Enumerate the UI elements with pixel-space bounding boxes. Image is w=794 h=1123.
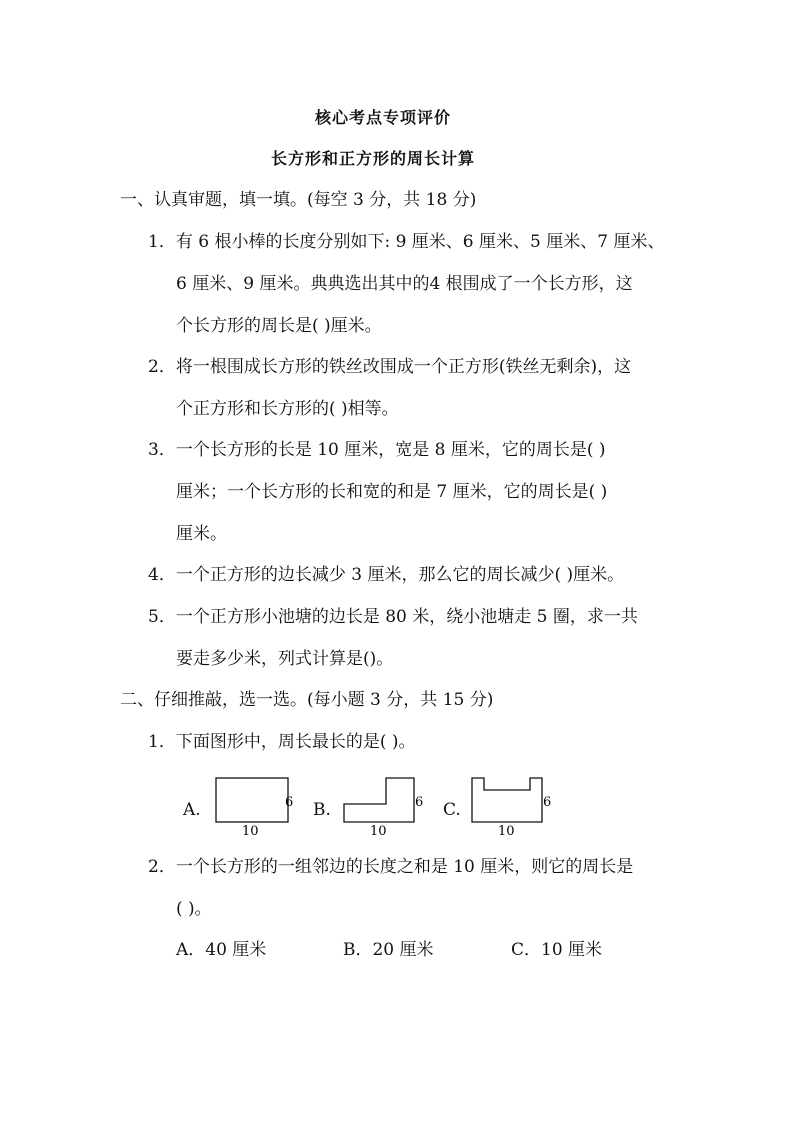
q1-line-1: 1．有 6 根小棒的长度分别如下: 9 厘米、6 厘米、5 厘米、7 厘米、 <box>148 232 665 252</box>
choice-a: A．40 厘米 <box>176 940 267 960</box>
q1-line-2: 6 厘米、9 厘米。典典选出其中的4 根围成了一个长方形，这 <box>176 274 633 294</box>
q5-line-2: 要走多少米，列式计算是()。 <box>176 649 394 669</box>
figure-c-height-label: 6 <box>543 795 552 810</box>
q3-line-1: 3．一个长方形的长是 10 厘米，宽是 8 厘米，它的周长是( ) <box>148 440 606 460</box>
figure-b-option-label: B. <box>313 800 331 820</box>
page-title: 核心考点专项评价 <box>315 108 452 127</box>
figure-a-rectangle <box>210 772 300 842</box>
figure-c-width-label: 10 <box>498 824 515 839</box>
q2-line-1: 2．将一根围成长方形的铁丝改围成一个正方形(铁丝无剩余)，这 <box>148 357 632 377</box>
choice-b: B．20 厘米 <box>343 940 434 960</box>
section-1-header: 一、认真审题，填一填。(每空 3 分，共 18 分) <box>120 190 477 210</box>
figure-c-option-label: C. <box>443 800 461 820</box>
figure-a-height-label: 6 <box>285 795 294 810</box>
q1-line-3: 个长方形的周长是( )厘米。 <box>176 316 382 336</box>
q2-line-2: 个正方形和长方形的( )相等。 <box>176 399 399 419</box>
s2-q1-line: 1．下面图形中，周长最长的是( )。 <box>148 732 416 752</box>
choice-c: C．10 厘米 <box>511 940 603 960</box>
q5-line-1: 5．一个正方形小池塘的边长是 80 米，绕小池塘走 5 圈，求一共 <box>148 607 638 627</box>
figure-b-width-label: 10 <box>370 824 387 839</box>
figure-b-height-label: 6 <box>415 795 424 810</box>
figure-a-option-label: A. <box>183 800 201 820</box>
section-2-header: 二、仔细推敲，选一选。(每小题 3 分，共 15 分) <box>120 690 494 710</box>
page-subtitle: 长方形和正方形的周长计算 <box>271 149 476 168</box>
q3-line-3: 厘米。 <box>176 524 227 544</box>
figure-a-width-label: 10 <box>242 824 259 839</box>
s2-q2-line-1: 2．一个长方形的一组邻边的长度之和是 10 厘米，则它的周长是 <box>148 857 634 877</box>
s2-q2-line-2: ( )。 <box>176 899 212 919</box>
q3-line-2: 厘米；一个长方形的长和宽的和是 7 厘米，它的周长是( ) <box>176 482 608 502</box>
q4-line-1: 4．一个正方形的边长减少 3 厘米，那么它的周长减少( )厘米。 <box>148 565 625 585</box>
figure-c-notched-shape <box>466 772 561 842</box>
figure-b-staircase-shape <box>338 772 428 842</box>
